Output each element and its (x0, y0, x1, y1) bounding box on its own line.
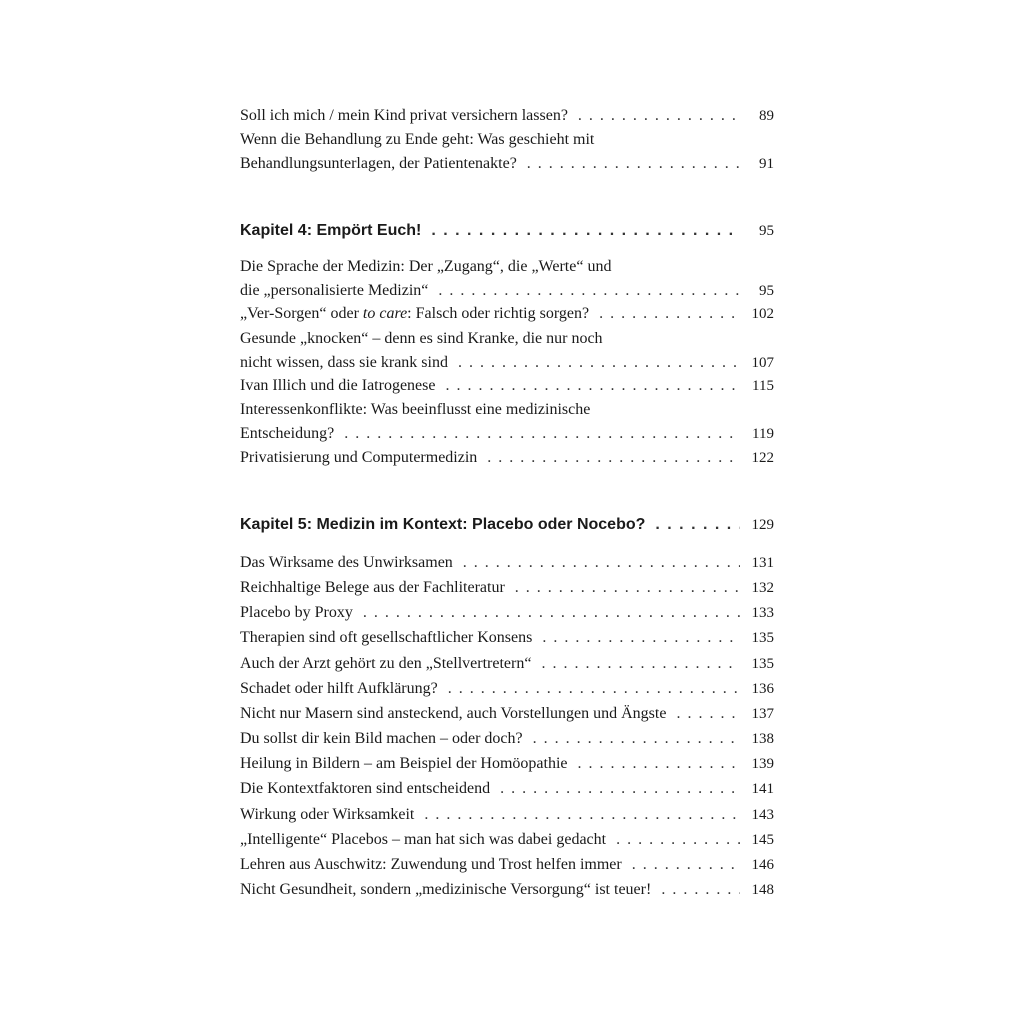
chapter-title: Kapitel 4: Empört Euch! (240, 222, 422, 239)
entry-title: Du sollst dir kein Bild machen – oder doch? (240, 730, 523, 748)
toc-entry (240, 104, 774, 128)
leader-dots (527, 152, 740, 176)
entry-title: „Ver-Sorgen“ oder to care: Falsch oder richtig sorgen? (240, 305, 590, 322)
toc-entry (240, 803, 774, 827)
entry-title: Heilung in Bildern – am Beispiel der Homöopathie (240, 755, 568, 773)
leader-dots (578, 752, 741, 776)
toc-entry (240, 576, 774, 600)
leader-dots (632, 853, 740, 877)
toc-entry (240, 652, 774, 676)
toc-entry (240, 702, 774, 726)
page-number: 137 (751, 705, 774, 722)
entry-title: die „personalisierte Medizin“ (240, 282, 429, 299)
page-number: 95 (759, 223, 774, 239)
entry-title: Das Wirksame des Unwirksamen (240, 554, 453, 571)
chapter-title: Kapitel 5: Medizin im Kontext: Placebo oder Nocebo? (240, 516, 646, 533)
leader-dots (463, 551, 740, 575)
table-of-contents (240, 0, 774, 1024)
entry-title: Soll ich mich / mein Kind privat versichern lassen? (240, 107, 568, 124)
page-number: 107 (751, 355, 774, 371)
leader-dots (541, 652, 740, 676)
page-number: 133 (751, 605, 774, 622)
page-number: 119 (752, 426, 774, 442)
toc-entry (240, 601, 774, 625)
toc-entry (240, 398, 774, 446)
leader-dots (542, 626, 740, 650)
page-number: 146 (751, 856, 774, 873)
entry-title: Privatisierung und Computermedizin (240, 449, 478, 466)
leader-dots (500, 777, 740, 801)
entry-title: nicht wissen, dass sie krank sind (240, 354, 448, 371)
entry-title: Ivan Illich und die Iatrogenese (240, 377, 436, 394)
toc-entry (240, 446, 774, 470)
entry-title: Nicht nur Masern sind ansteckend, auch Vorstellungen und Ängste (240, 704, 667, 722)
entry-title: Reichhaltige Belege aus der Fachliteratur (240, 579, 505, 597)
leader-dots (661, 878, 740, 902)
leader-dots (445, 374, 740, 398)
leader-dots (424, 803, 740, 827)
toc-entry (240, 878, 774, 902)
entry-title: Auch der Arzt gehört zu den „Stellvertretern“ (240, 654, 532, 672)
toc-entry (240, 626, 774, 650)
leader-dots (487, 446, 740, 470)
page-number: 138 (751, 731, 774, 748)
page-number: 141 (751, 781, 774, 798)
entry-title: Wirkung oder Wirksamkeit (240, 805, 415, 823)
chapter-heading (240, 516, 774, 540)
entry-title: Placebo by Proxy (240, 604, 353, 622)
page-number: 135 (751, 655, 774, 672)
entry-title: Entscheidung? (240, 425, 335, 442)
entry-title: „Intelligente“ Placebos – man hat sich was dabei gedacht (240, 830, 607, 848)
toc-entry (240, 828, 774, 852)
toc-entry (240, 128, 774, 176)
toc-entry (240, 752, 774, 776)
leader-dots (599, 302, 740, 326)
toc-entry (240, 777, 774, 801)
leader-dots (655, 516, 740, 534)
leader-dots (515, 576, 740, 600)
leader-dots (448, 677, 740, 701)
entry-title: Behandlungsunterlagen, der Patientenakte? (240, 155, 517, 172)
page-number: 132 (751, 580, 774, 597)
entry-title: Therapien sind oft gesellschaftlicher Konsens (240, 629, 533, 647)
toc-entry (240, 853, 774, 877)
page-number: 148 (751, 881, 774, 898)
page-number: 131 (751, 555, 774, 571)
page-number: 143 (751, 806, 774, 823)
toc-entry (240, 374, 774, 398)
toc-entry (240, 727, 774, 751)
leader-dots (363, 601, 740, 625)
page-number: 89 (759, 108, 774, 124)
leader-dots (616, 828, 740, 852)
entry-title: Nicht Gesundheit, sondern „medizinische Versorgung“ ist teuer! (240, 880, 652, 898)
page-number: 129 (751, 517, 774, 533)
toc-entry (240, 255, 774, 303)
page-number: 135 (751, 630, 774, 647)
leader-dots (533, 727, 740, 751)
leader-dots (676, 702, 740, 726)
page-number: 95 (759, 283, 774, 299)
page-number: 136 (751, 680, 774, 697)
page-number: 122 (751, 450, 774, 466)
entry-title-line: Wenn die Behandlung zu Ende geht: Was geschieht mit (240, 131, 595, 148)
leader-dots (458, 351, 740, 375)
chapter-heading (240, 222, 774, 246)
entry-title: Lehren aus Auschwitz: Zuwendung und Trost helfen immer (240, 855, 622, 873)
entry-title-line: Die Sprache der Medizin: Der „Zugang“, die „Werte“ und (240, 258, 612, 275)
toc-entry (240, 327, 774, 375)
page-number: 145 (751, 831, 774, 848)
entry-title: Schadet oder hilft Aufklärung? (240, 679, 438, 697)
leader-dots (578, 104, 740, 128)
leader-dots (344, 422, 740, 446)
page-number: 115 (752, 378, 774, 394)
toc-entry (240, 551, 774, 575)
page-number: 91 (759, 156, 774, 172)
entry-title: Die Kontextfaktoren sind entscheidend (240, 780, 491, 798)
entry-title-line: Gesunde „knocken“ – denn es sind Kranke, die nur noch (240, 330, 603, 347)
leader-dots (431, 222, 740, 240)
toc-entry (240, 302, 774, 326)
entry-title-line: Interessenkonflikte: Was beeinflusst eine medizinische (240, 401, 591, 418)
toc-entry (240, 677, 774, 701)
page-number: 139 (751, 756, 774, 773)
page-number: 102 (751, 306, 774, 322)
leader-dots (438, 279, 740, 303)
